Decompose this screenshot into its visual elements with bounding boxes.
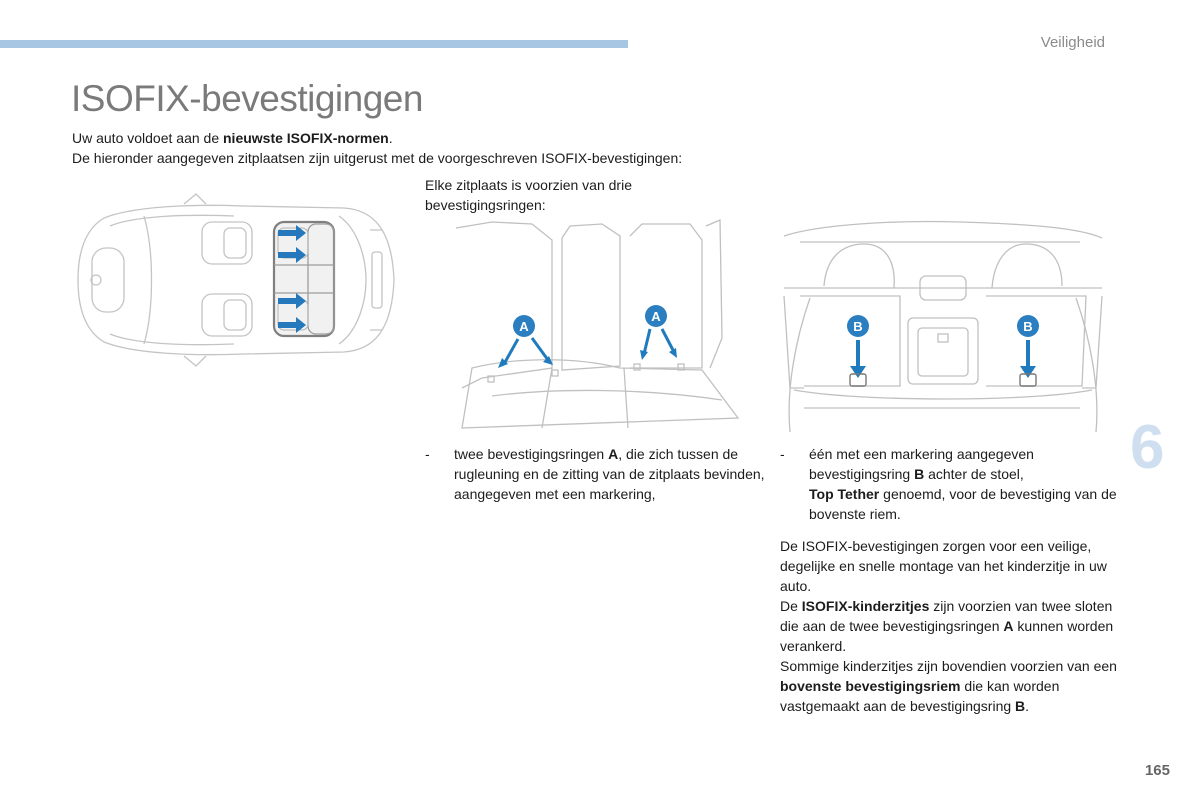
intro-line-2: De hieronder aangegeven zitplaatsen zijn uitgerust met de voorgeschreven ISOFIX-bevestigingen: <box>72 150 683 166</box>
intro-line-1-bold: nieuwste ISOFIX-normen <box>223 130 389 146</box>
section-title: Veiligheid <box>1040 34 1105 51</box>
intro-line-1-end: . <box>388 130 393 146</box>
anchor-marker-b-right <box>1017 315 1039 386</box>
anchor-marker-b-left <box>847 315 869 386</box>
bullet-b-text-start: één met een markering aangegeven bevestigingsring <box>809 446 1034 482</box>
bullet-a-letter: A <box>608 446 619 462</box>
s3-end: . <box>1025 698 1030 714</box>
s2-bold-a: A <box>1003 618 1014 634</box>
bullet-a-text-start: twee bevestigingsringen <box>454 446 609 462</box>
bullet-dash: - <box>425 446 430 462</box>
rear-seat-highlight <box>274 222 334 336</box>
s2-end: kunnen worden verankerd. <box>780 618 1114 654</box>
bullet-anchor-a-text <box>454 444 774 504</box>
anchor-marker-a-right <box>640 305 677 360</box>
s2-start: De <box>780 598 802 614</box>
anchor-marker-b-left-label: B <box>853 319 863 334</box>
isofix-explanation-sentence-1: De ISOFIX-bevestigingen zorgen voor een veilige, degelijke en snelle montage van het kinderzitje in uw auto. <box>780 538 1107 594</box>
s3-start: Sommige kinderzitjes zijn bovendien voorzien van een <box>780 658 1117 674</box>
car-top-view-illustration <box>74 190 399 370</box>
bullet-b-top-tether: Top Tether <box>809 486 880 502</box>
page-number: 165 <box>1144 762 1170 779</box>
anchor-marker-a-right-label: A <box>651 309 661 324</box>
boot-top-tether-illustration <box>780 218 1106 436</box>
chapter-number: 6 <box>1130 413 1165 482</box>
intro-line-1-text: Uw auto voldoet aan de <box>72 130 223 146</box>
bullet-a-text-end: , die zich tussen de rugleuning en de zitting van de zitplaats bevinden, aangegeven met een markering, <box>454 446 765 502</box>
bullet-b-text-end: genoemd, voor de bevestiging van de bovenste riem. <box>809 486 1117 522</box>
s3-bold: bovenste bevestigingsriem <box>780 678 961 694</box>
bullet-b-letter: B <box>914 466 925 482</box>
isofix-explanation-sentence-2 <box>780 596 1120 656</box>
header-accent-bar <box>0 40 628 48</box>
s3-mid: die kan worden vastgemaakt aan de bevestigingsring <box>780 678 1060 714</box>
bullet-dash: - <box>780 446 785 462</box>
s2-mid: zijn voorzien van twee sloten die aan de twee bevestigingsringen <box>780 598 1113 634</box>
s3-bold-b: B <box>1015 698 1026 714</box>
bullet-anchor-b-text <box>809 444 1119 524</box>
anchor-count-label: Elke zitplaats is voorzien van drie bevestigingsringen: <box>425 177 632 213</box>
isofix-explanation <box>780 536 1120 716</box>
rear-bench-isofix-illustration <box>452 218 742 436</box>
anchor-marker-b-right-label: B <box>1023 319 1033 334</box>
anchor-marker-a-left-label: A <box>519 319 529 334</box>
intro-line-1 <box>72 128 393 148</box>
bullet-b-text-mid: achter de stoel, <box>924 466 1024 482</box>
isofix-explanation-sentence-3 <box>780 656 1120 716</box>
page-title: ISOFIX-bevestigingen <box>71 78 423 119</box>
s2-bold: ISOFIX-kinderzitjes <box>801 598 930 614</box>
